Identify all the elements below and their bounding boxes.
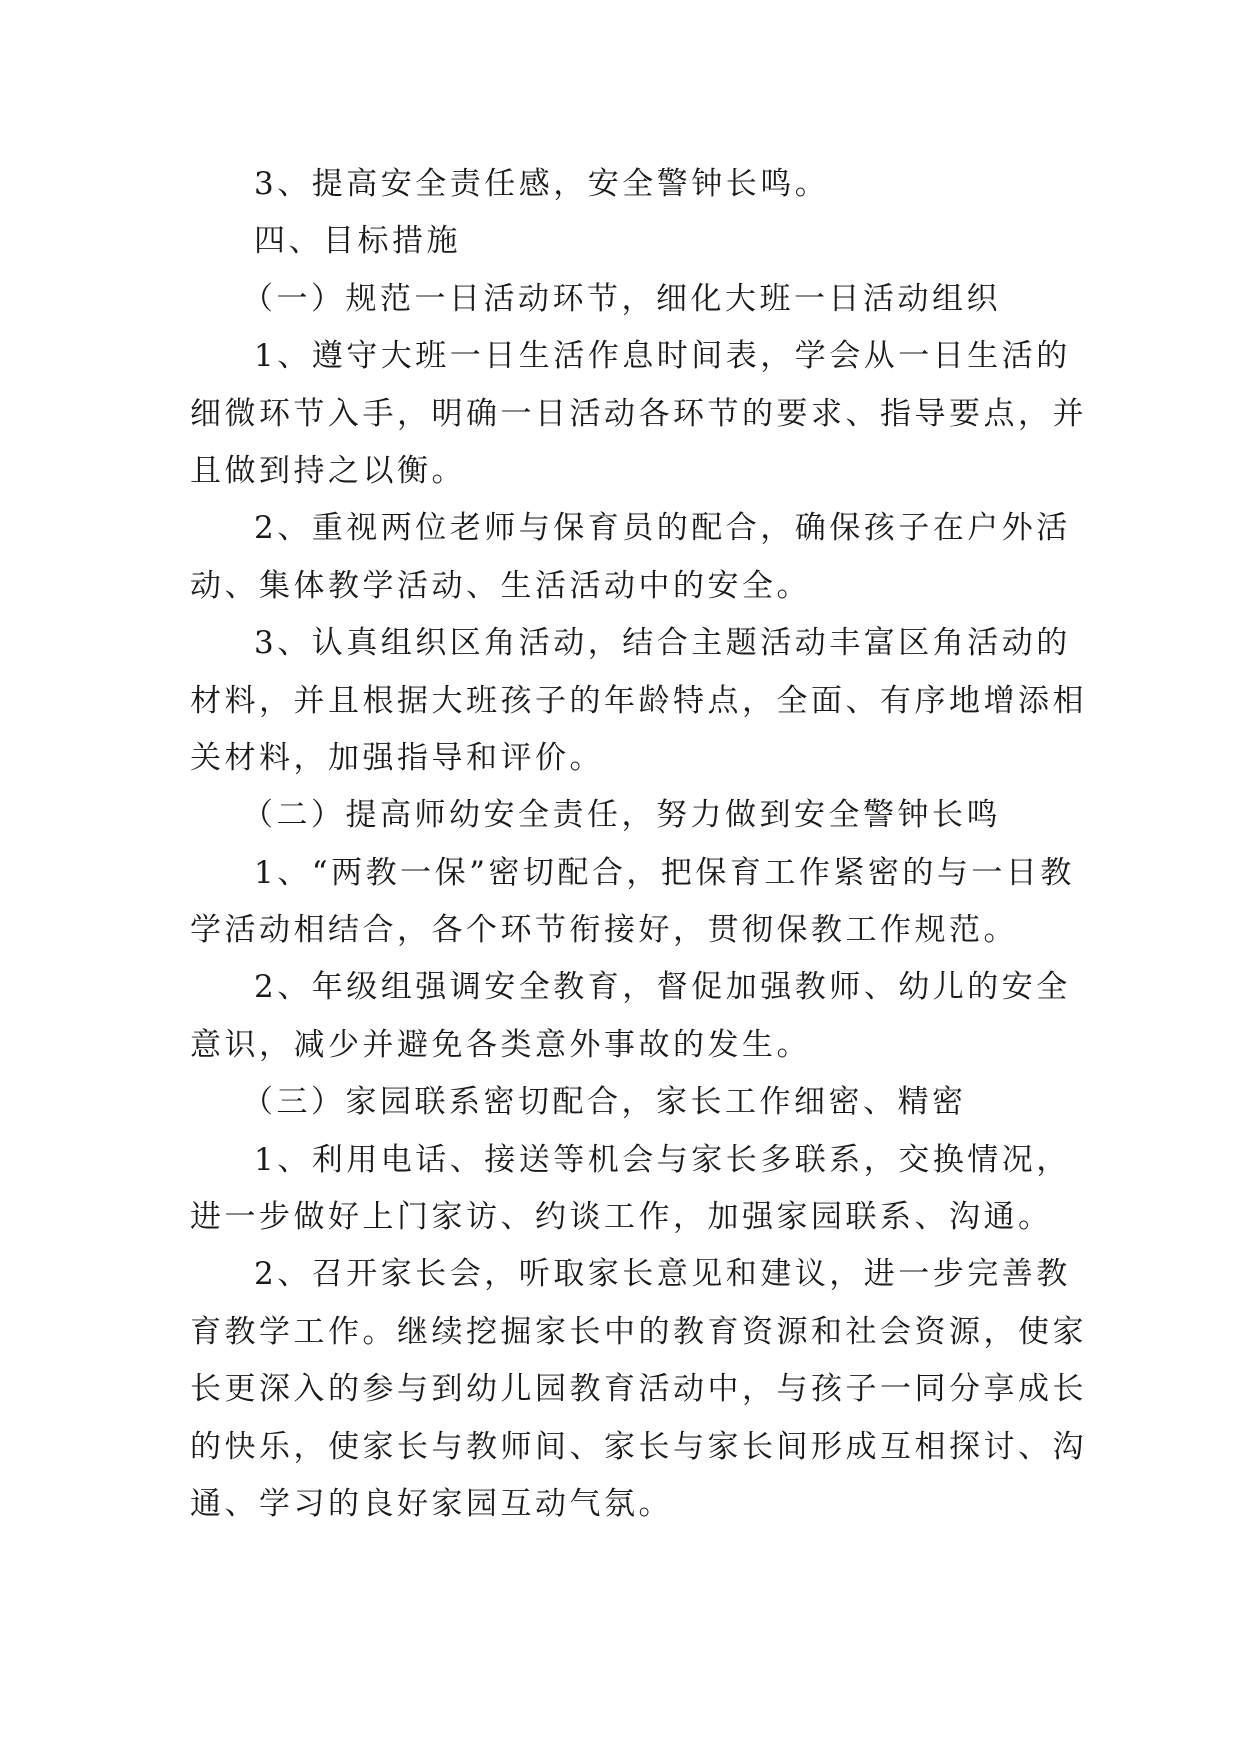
text-line: （一）规范一日活动环节，细化大班一日活动组织 — [242, 280, 1001, 317]
text-line: 育教学工作。继续挖掘家长中的教育资源和社会资源，使家 — [190, 1313, 1087, 1350]
text-line: （二）提高师幼安全责任，努力做到安全警钟长鸣 — [242, 797, 1001, 834]
text-line: 学活动相结合，各个环节衔接好，贯彻保教工作规范。 — [190, 912, 1018, 949]
text-line: 长更深入的参与到幼儿园教育活动中，与孩子一同分享成长 — [190, 1371, 1087, 1408]
text-line: 2、重视两位老师与保育员的配合，确保孩子在户外活 — [254, 510, 1071, 547]
text-line: （三）家园联系密切配合，家长工作细密、精密 — [242, 1084, 967, 1121]
text-line: 1、遵守大班一日生活作息时间表，学会从一日生活的 — [254, 338, 1071, 375]
text-line: 进一步做好上门家访、约谈工作，加强家园联系、沟通。 — [190, 1199, 1053, 1236]
text-line: 3、提高安全责任感，安全警钟长鸣。 — [254, 166, 830, 202]
text-line: 的快乐，使家长与教师间、家长与家长间形成互相探讨、沟 — [190, 1428, 1087, 1465]
text-line: 意识，减少并避免各类意外事故的发生。 — [190, 1026, 811, 1063]
document-body — [190, 156, 1087, 1533]
text-line: 四、目标措施 — [254, 223, 461, 260]
text-line: 2、年级组强调安全教育，督促加强教师、幼儿的安全 — [254, 969, 1071, 1006]
text-line: 材料，并且根据大班孩子的年龄特点，全面、有序地增添相 — [190, 682, 1087, 719]
text-line: 通、学习的良好家园互动气氛。 — [190, 1485, 673, 1522]
text-line: 2、召开家长会，听取家长意见和建议，进一步完善教 — [254, 1256, 1071, 1293]
text-line: 动、集体教学活动、生活活动中的安全。 — [190, 567, 811, 604]
text-line: 3、认真组织区角活动，结合主题活动丰富区角活动的 — [254, 625, 1071, 662]
text-line: 细微环节入手，明确一日活动各环节的要求、指导要点，并 — [190, 395, 1087, 432]
text-line: 1、利用电话、接送等机会与家长多联系，交换情况， — [254, 1141, 1071, 1178]
text-line: 关材料，加强指导和评价。 — [190, 739, 604, 776]
text-line: 1、“两教一保”密切配合，把保育工作紧密的与一日教 — [254, 854, 1075, 891]
text-line: 且做到持之以衡。 — [190, 452, 466, 489]
